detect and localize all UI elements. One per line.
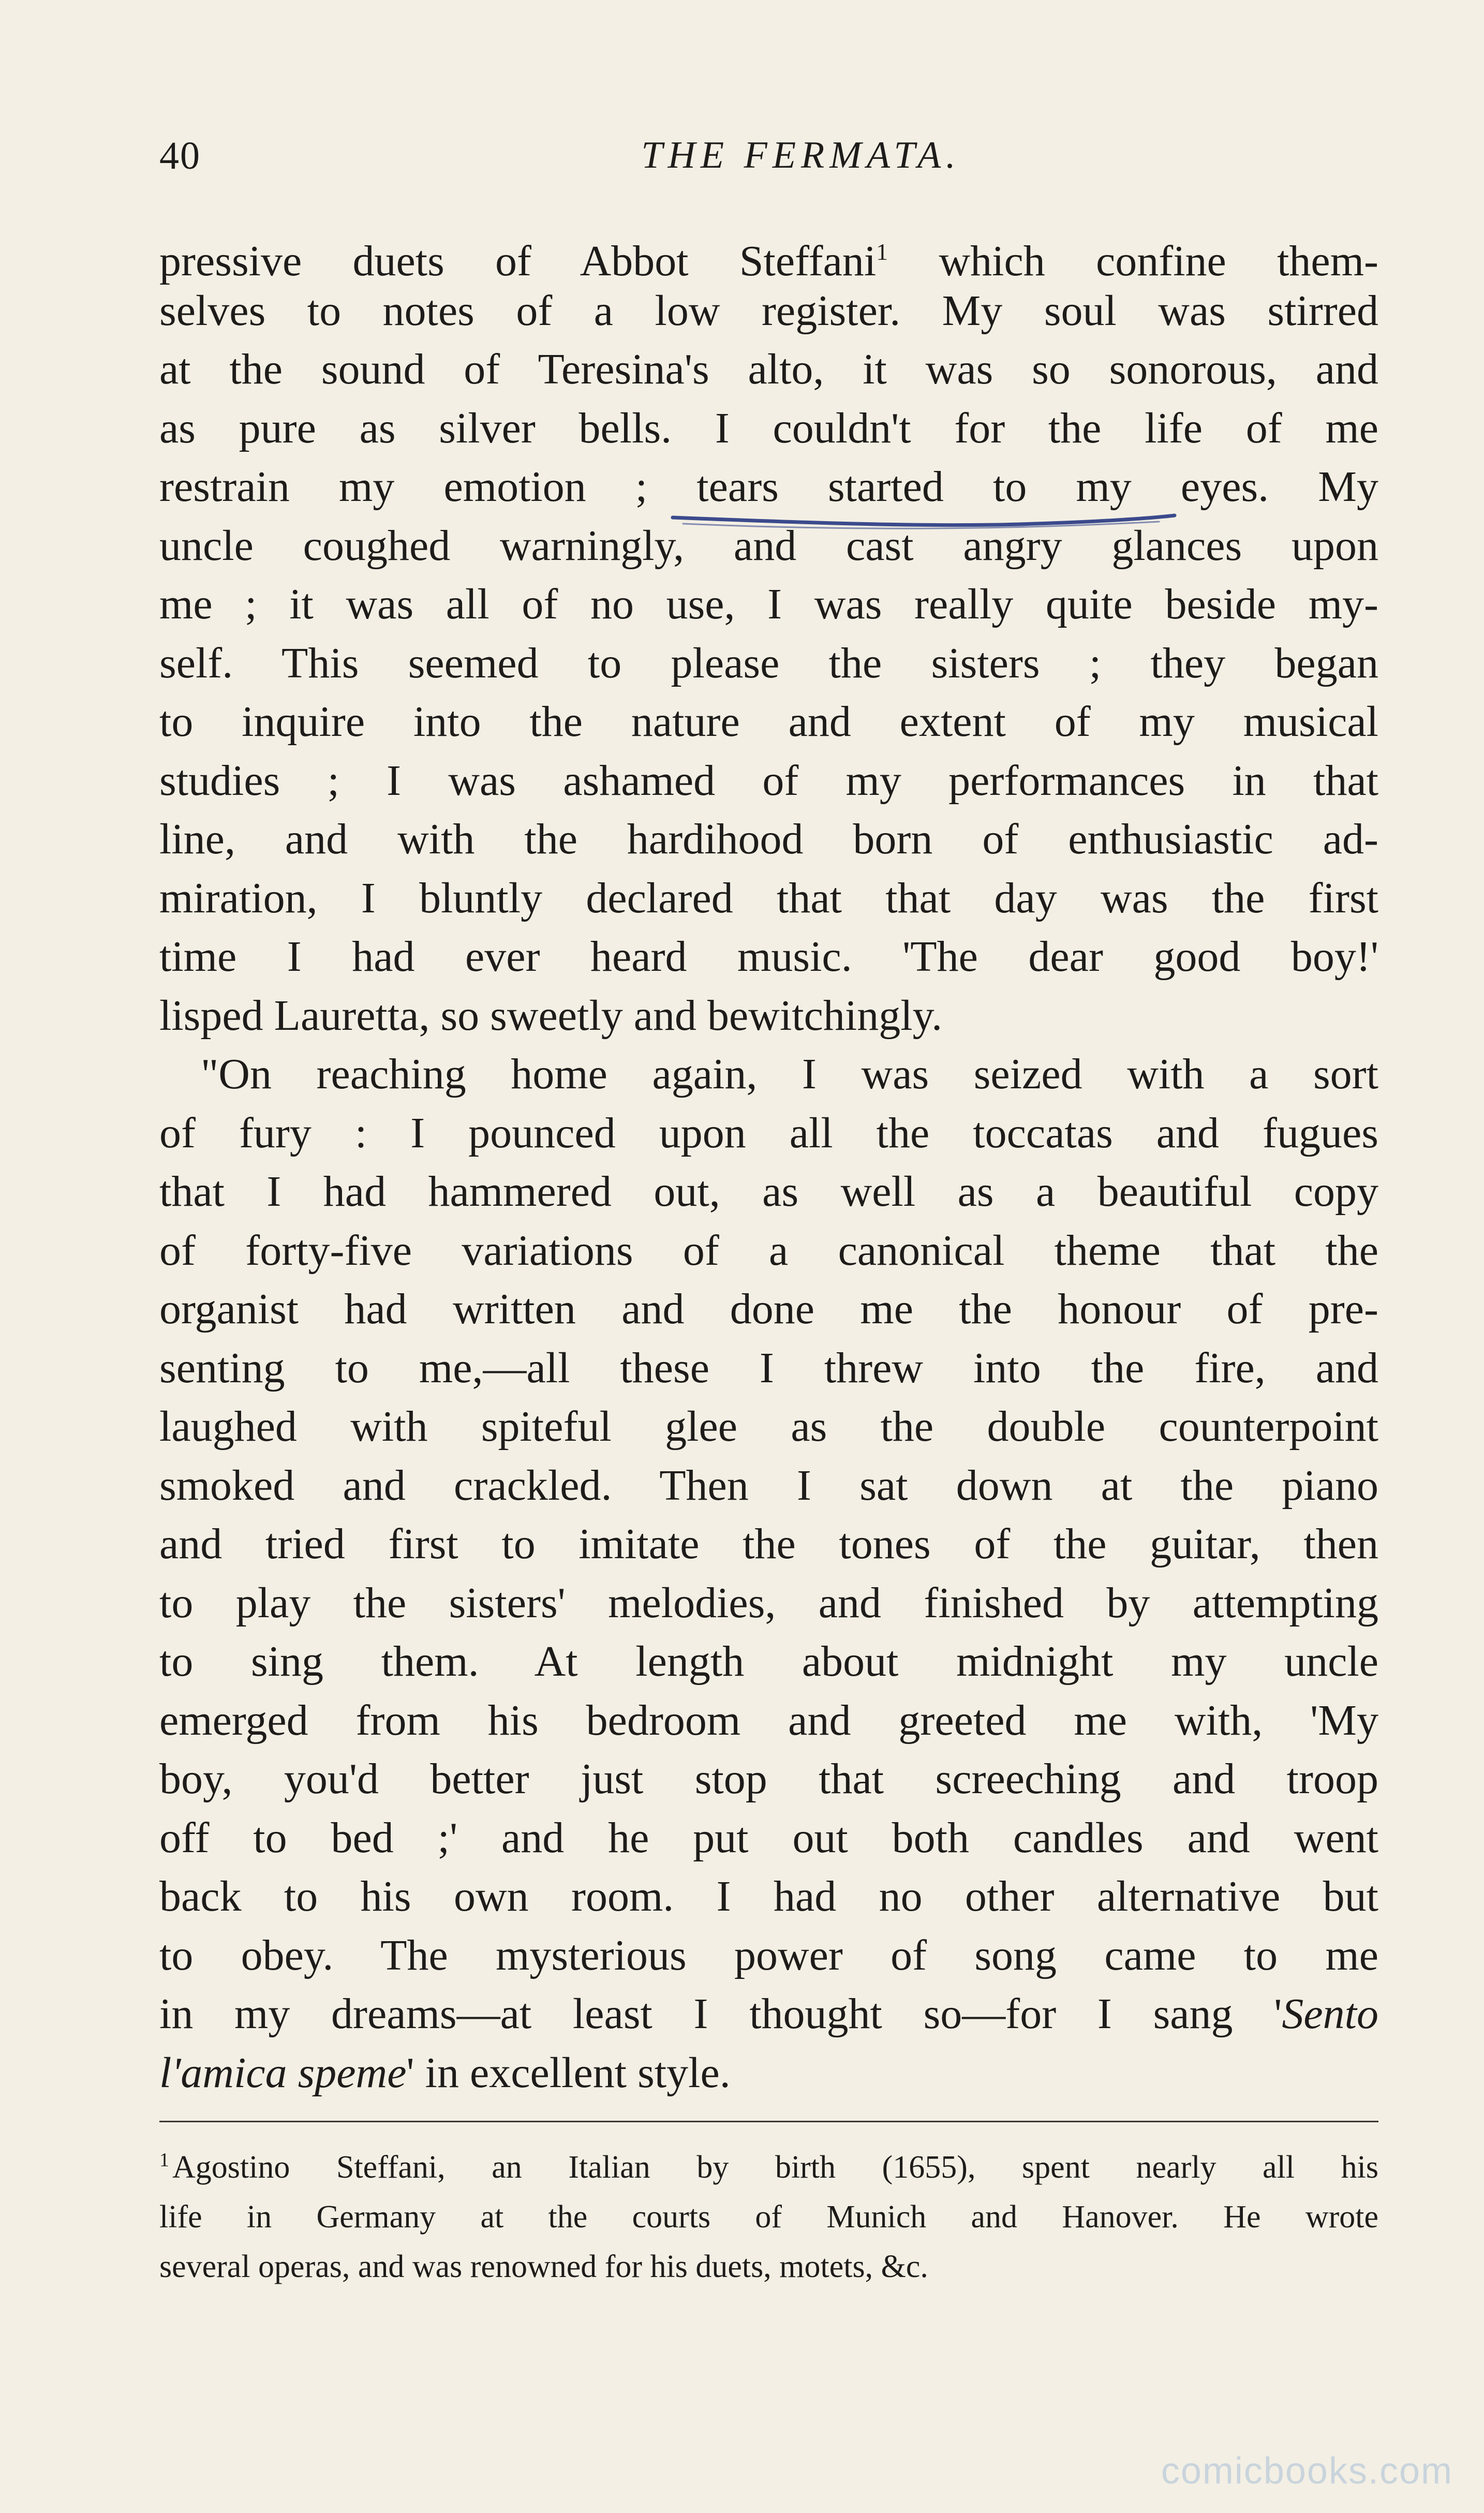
text-line: at the sound of Teresina's alto, it was so sonorous, and [159, 345, 1378, 393]
text-line: emerged from his bedroom and greeted me with, 'My [159, 1696, 1378, 1745]
text-line: to play the sisters' melodies, and finished by attempting [159, 1578, 1378, 1627]
text-line: pressive duets of Abbot Steffani$^1$ which confine them- [159, 237, 1379, 285]
text-line: organist had written and done me the honour of pre- [159, 1285, 1378, 1333]
text-line: to obey. The mysterious power of song came to me [159, 1931, 1378, 1979]
page-number: 40 [159, 134, 201, 178]
body-text [159, 223, 1378, 2102]
text-line: lisped Lauretta, so sweetly and bewitchingly. [159, 991, 943, 1040]
running-title: THE FERMATA. [641, 134, 961, 176]
text-line: senting to me,—all these I threw into the fire, and [159, 1343, 1378, 1392]
text-line: smoked and crackled. Then I sat down at the piano [159, 1461, 1378, 1510]
running-head [159, 134, 1381, 180]
text-line: off to bed ;' and he put out both candles and went [159, 1813, 1378, 1862]
text-line: miration, I bluntly declared that that day was the first [159, 874, 1378, 922]
text-line: in my dreams—at least I thought so—for I sang 'Sento [159, 1990, 1378, 2038]
paragraph-first-line: "On reaching home again, I was seized with a sort [201, 1050, 1378, 1098]
text-line: and tried first to imitate the tones of the guitar, then [159, 1520, 1378, 1568]
text-line: boy, you'd better just stop that screeching and troop [159, 1755, 1378, 1803]
text-line: l'amica speme' in excellent style. [159, 2048, 731, 2097]
text-line: that I had hammered out, as well as a beautiful copy [159, 1167, 1378, 1216]
text-line: laughed with spiteful glee as the double counterpoint [159, 1402, 1378, 1451]
footnote-line: life in Germany at the courts of Munich and Hanover. He wrote [159, 2199, 1378, 2235]
footnote-marker: 1 [159, 2149, 169, 2171]
footnote [159, 2135, 1378, 2292]
text-line: of fury : I pounced upon all the toccatas and fugues [159, 1108, 1378, 1157]
text-line: selves to notes of a low register. My soul was stirred [159, 286, 1378, 335]
text-line: to sing them. At length about midnight my uncle [159, 1637, 1378, 1686]
text-line: line, and with the hardihood born of enthusiastic ad- [159, 815, 1378, 863]
italic-title: l'amica speme [159, 2048, 407, 2097]
text-line: back to his own room. I had no other alternative but [159, 1872, 1378, 1920]
text-line: uncle coughed warningly, and cast angry glances upon [159, 521, 1378, 570]
text-line: self. This seemed to please the sisters ; they began [159, 639, 1378, 687]
text-line: studies ; I was ashamed of my performances in that [159, 756, 1378, 805]
text-line: as pure as silver bells. I couldn't for the life of me [159, 404, 1378, 452]
footnote-reference[interactable]: 1 [876, 239, 888, 265]
watermark: comicbooks.com [1161, 2450, 1453, 2492]
text-line: to inquire into the nature and extent of my musical [159, 698, 1378, 746]
text-line: of forty-five variations of a canonical theme that the [159, 1226, 1378, 1275]
italic-title: Sento [1282, 1990, 1378, 2038]
text-line: time I had ever heard music. 'The dear good boy!' [159, 933, 1378, 981]
text-line: restrain my emotion ; tears started to my eyes. My [159, 463, 1378, 511]
footnote-line: $^1$Agostino Steffani, an Italian by birth (1655), spent nearly all his [159, 2149, 1378, 2185]
footnote-line: several operas, and was renowned for his duets, motets, &c. [159, 2249, 928, 2284]
text-line: me ; it was all of no use, I was really quite beside my- [159, 580, 1378, 628]
footnote-rule [159, 2121, 1378, 2122]
